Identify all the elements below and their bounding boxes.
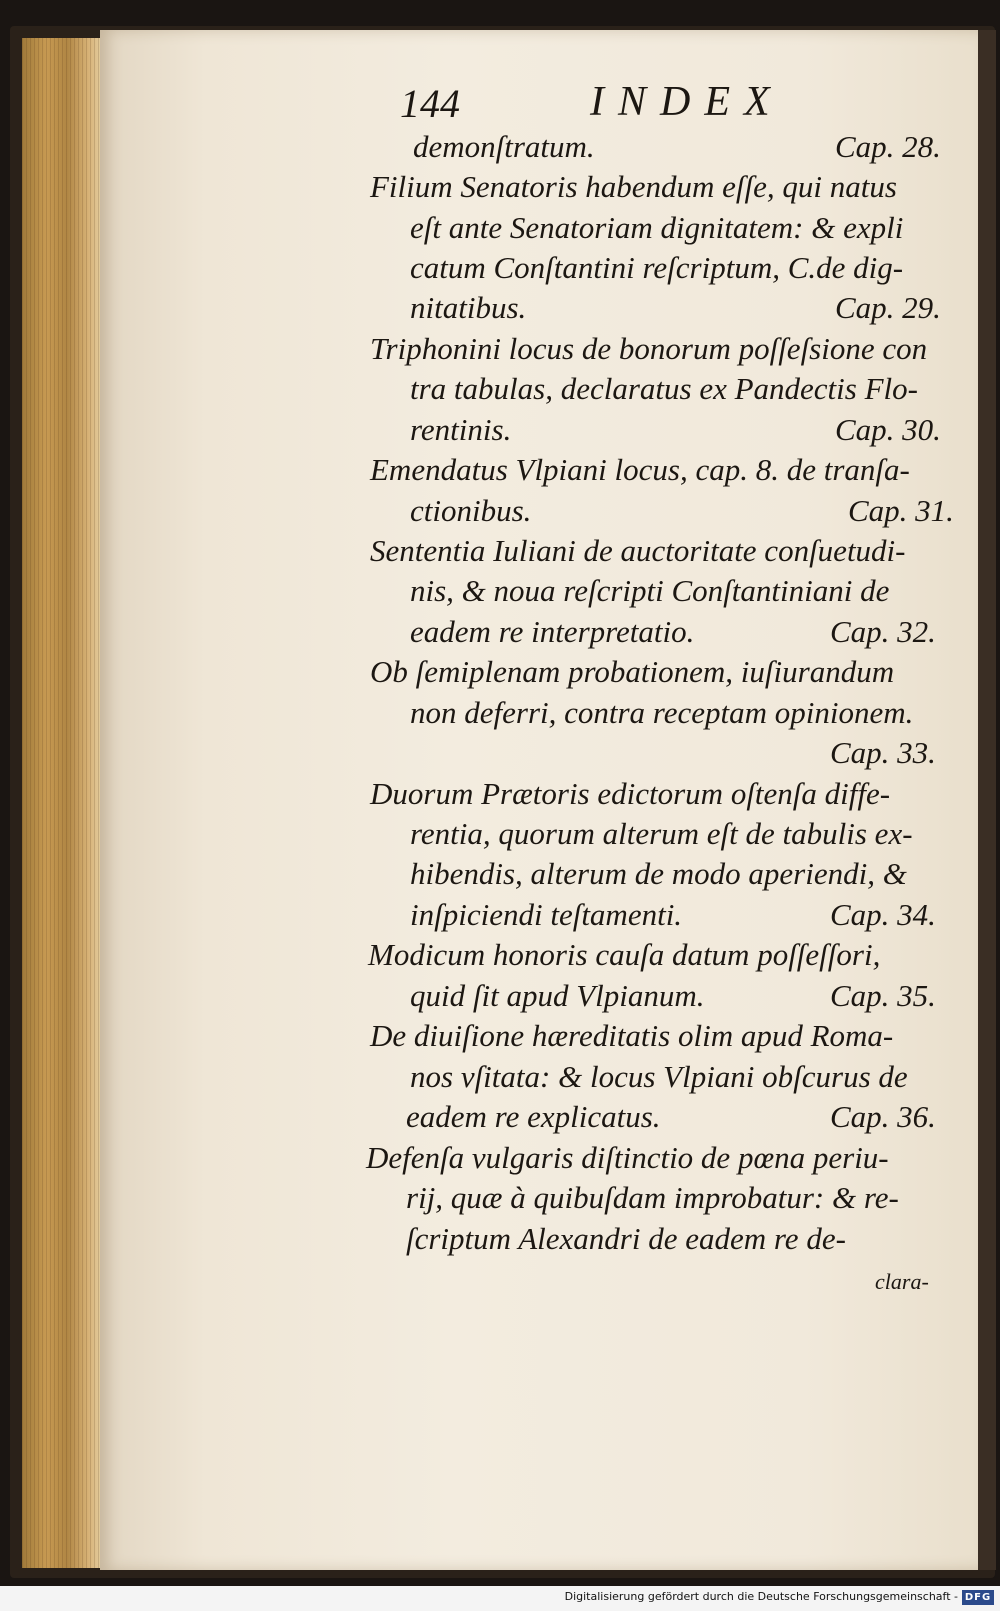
entry-line: Ob ſemiplenam probationem, iuſiurandum <box>370 654 895 689</box>
entry-line: eadem re interpretatio. <box>410 614 695 649</box>
entry-line: De diuiſione hæreditatis olim apud Roma- <box>370 1018 894 1053</box>
chapter-ref: Cap. 30. <box>835 412 941 447</box>
entry-line: Filium Senatoris habendum eſſe, qui natus <box>370 169 897 204</box>
entry-line: nitatibus. <box>410 290 527 325</box>
entry-line: nos vſitata: & locus Vlpiani obſcurus de <box>410 1059 908 1094</box>
entry-line: Defenſa vulgaris diſtinctio de pœna periu- <box>366 1140 889 1175</box>
entry-line: eſt ante Senatoriam dignitatem: & expli <box>410 210 904 245</box>
entry-line: eadem re explicatus. <box>406 1099 661 1134</box>
entry-line: Triphonini locus de bonorum poſſeſsione con <box>370 331 928 366</box>
entry-line: Sententia Iuliani de auctoritate conſuetudi- <box>370 533 906 568</box>
entry-line: inſpiciendi teſtamenti. <box>410 897 683 932</box>
chapter-ref: Cap. 36. <box>830 1099 936 1134</box>
chapter-ref: Cap. 31. <box>848 493 954 528</box>
entry-line: ſcriptum Alexandri de eadem re de- <box>406 1221 846 1256</box>
entry-line: tra tabulas, declaratus ex Pandectis Flo- <box>410 371 918 406</box>
dfg-logo-icon: DFG <box>962 1590 994 1605</box>
entry-line: rij, quæ à quibuſdam improbatur: & re- <box>406 1180 899 1215</box>
entry-line: Modicum honoris cauſa datum poſſeſſori, <box>368 937 881 972</box>
chapter-ref: Cap. 28. <box>835 129 941 164</box>
page-number: 144 <box>400 81 460 126</box>
entry-line: Duorum Prætoris edictorum oſtenſa diffe- <box>370 776 891 811</box>
digitization-credit: Digitalisierung gefördert durch die Deutsche Forschungsgemeinschaft - <box>564 1590 958 1603</box>
entry-line: quid ſit apud Vlpianum. <box>410 978 705 1013</box>
chapter-ref: Cap. 33. <box>830 735 936 770</box>
entry-line: rentinis. <box>410 412 512 447</box>
chapter-ref: Cap. 32. <box>830 614 936 649</box>
running-title: INDEX <box>590 79 784 125</box>
chapter-ref: Cap. 35. <box>830 978 936 1013</box>
entry-line: hibendis, alterum de modo aperiendi, & <box>410 856 907 891</box>
catchword: clara- <box>875 1269 929 1294</box>
entry-line: Emendatus Vlpiani locus, cap. 8. de tranſa- <box>370 452 910 487</box>
entry-line: ctionibus. <box>410 493 532 528</box>
entry-line: catum Conſtantini reſcriptum, C.de dig- <box>410 250 904 285</box>
entry-line: nis, & noua reſcripti Conſtantiniani de <box>410 573 890 608</box>
chapter-ref: Cap. 29. <box>835 290 941 325</box>
entry-line: non deferri, contra receptam opinionem. <box>410 695 914 730</box>
entry-line: demonſtratum. <box>413 129 595 164</box>
chapter-ref: Cap. 34. <box>830 897 936 932</box>
entry-line: rentia, quorum alterum eſt de tabulis ex- <box>410 816 913 851</box>
